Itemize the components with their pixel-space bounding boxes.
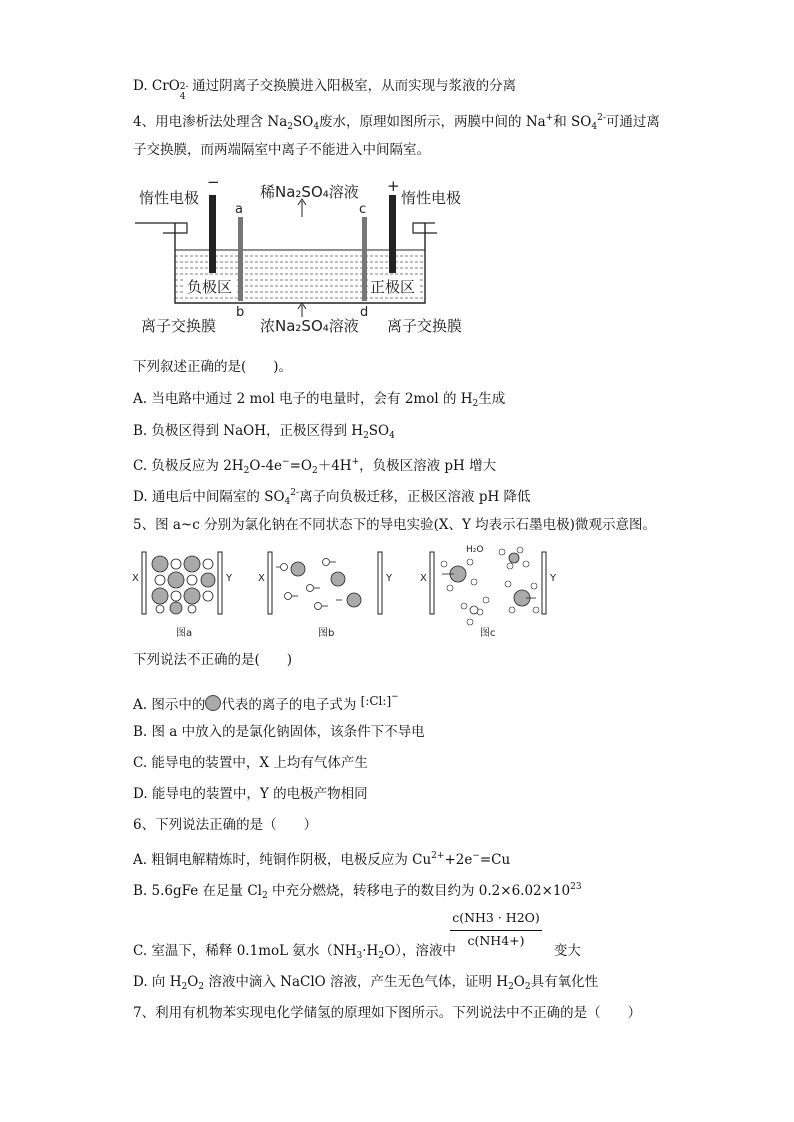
positive-region-label: 正极区 [370,278,416,296]
fraction-denominator: c(NH4+) [467,933,525,948]
q5-option-b: B. 图 a 中放入的是氯化钠固体，该条件下不导电 [133,724,425,740]
svg-text:Y: Y [226,573,233,584]
q4-stem-line1: 4、用电渗析法处理含 $Na_2SO_4$废水，原理如图所示，两膜中间的 Na+和 $SO_4^{2-}$可通过离 [133,113,660,132]
q4-stem-line2: 子交换膜，而两端隔室中离子不能进入中间隔室。 [133,142,430,158]
q6-option-b: B. 5.6gFe 在足量 $Cl_2$ 中充分燃烧，转移电子的数目约为 $0.2\times 6.02\times 10^{23}$ [133,882,582,901]
left-electrode-label: 惰性电极 [139,189,200,207]
figure-c [420,545,557,639]
label-a: a [235,202,243,217]
q6-stem: 6、下列说法正确的是（ ） [133,817,318,833]
label-b: b [236,305,245,320]
cathode-electrode [209,195,216,273]
caption-a: 图a [176,628,193,639]
q4-option-b: B. 负极区得到 NaOH，正极区得到 $H_2SO_4$ [133,423,395,441]
q5-option-a: A. 图示中的 代表的离子的电子式为 [:Cl:]− [133,692,399,714]
chloride-lewis-structure: [:Cl:]− [360,692,399,708]
label-c: c [359,202,367,217]
q4-option-d: D. 通电后中间隔室的 $SO_4^{2-}$离子向负极迁移，正极区溶液 pH 降低 [133,488,531,507]
caption-b: 图b [318,628,335,639]
q5-question: 下列说法不正确的是( ) [133,652,293,668]
gray-ion-icon [205,695,221,711]
right-membrane-label: 离子交换膜 [387,317,463,335]
electrodialysis-figure [135,175,480,340]
figure-b [258,552,393,639]
water-label: H₂O [466,545,484,555]
q6-option-c: C. 室温下，稀释 0.1moL 氨水$(NH_3\cdot H_2O)$，溶液中 变大 [133,943,581,961]
q5-stem: 5、图 a~c 分别为氯化钠在不同状态下的导电实验(X、Y 均表示石墨电极)微观示意图。 [133,517,656,533]
left-membrane-label: 离子交换膜 [141,317,217,335]
q3-option-d: D. CrO 2- 4 通过阴离子交换膜进入阳极室，从而实现与浆液的分离 [133,78,517,102]
svg-text:X: X [132,573,139,584]
caption-c: 图c [480,628,496,639]
fraction-numerator: c(NH3 · H2O) [452,910,540,925]
membrane-cd [362,217,367,301]
svg-text:X: X [258,573,265,584]
minus-sign: − [207,175,220,191]
q5-option-d: D. 能导电的装置中，Y 的电极产物相同 [133,786,368,802]
dilute-solution-label: 稀Na₂SO₄溶液 [260,183,359,201]
figure-a [132,552,233,639]
q6-option-d: D. 向 $H_2O_2$ 溶液中滴入 NaClO 溶液，产生无色气体，证明 $H_2O_2$具有氧化性 [133,974,599,992]
negative-region-label: 负极区 [187,278,233,296]
svg-text:Y: Y [550,573,557,584]
q6-option-a: A. 粗铜电解精炼时，纯铜作阴极，电极反应为 $Cu^{2+}+2e^-=Cu$ [133,851,511,868]
nacl-conduction-figure [130,540,560,640]
conc-solution-label: 浓Na₂SO₄溶液 [260,317,359,335]
membrane-ab [238,217,243,301]
label-d: d [360,305,369,320]
q4-option-a: A. 当电路中通过 2 mol 电子的电量时，会有 2mol 的 $H_2$生成 [133,391,506,409]
right-electrode-label: 惰性电极 [401,189,462,207]
svg-text:X: X [420,573,427,584]
svg-text:Y: Y [386,573,393,584]
anode-electrode [389,195,396,273]
q7-stem: 7、利用有机物苯实现电化学储氢的原理如下图所示。下列说法中不正确的是（ ） [133,1005,642,1021]
fraction-bar [450,930,542,931]
q4-question: 下列叙述正确的是( )。 [133,359,293,375]
q5-option-c: C. 能导电的装置中，X 上均有气体产生 [133,755,368,771]
plus-sign: + [387,177,400,195]
q4-option-c: C. 负极反应为 $2H_2O-4e^-=O_2+4H^+$，负极区溶液 pH 增大 [133,457,497,476]
